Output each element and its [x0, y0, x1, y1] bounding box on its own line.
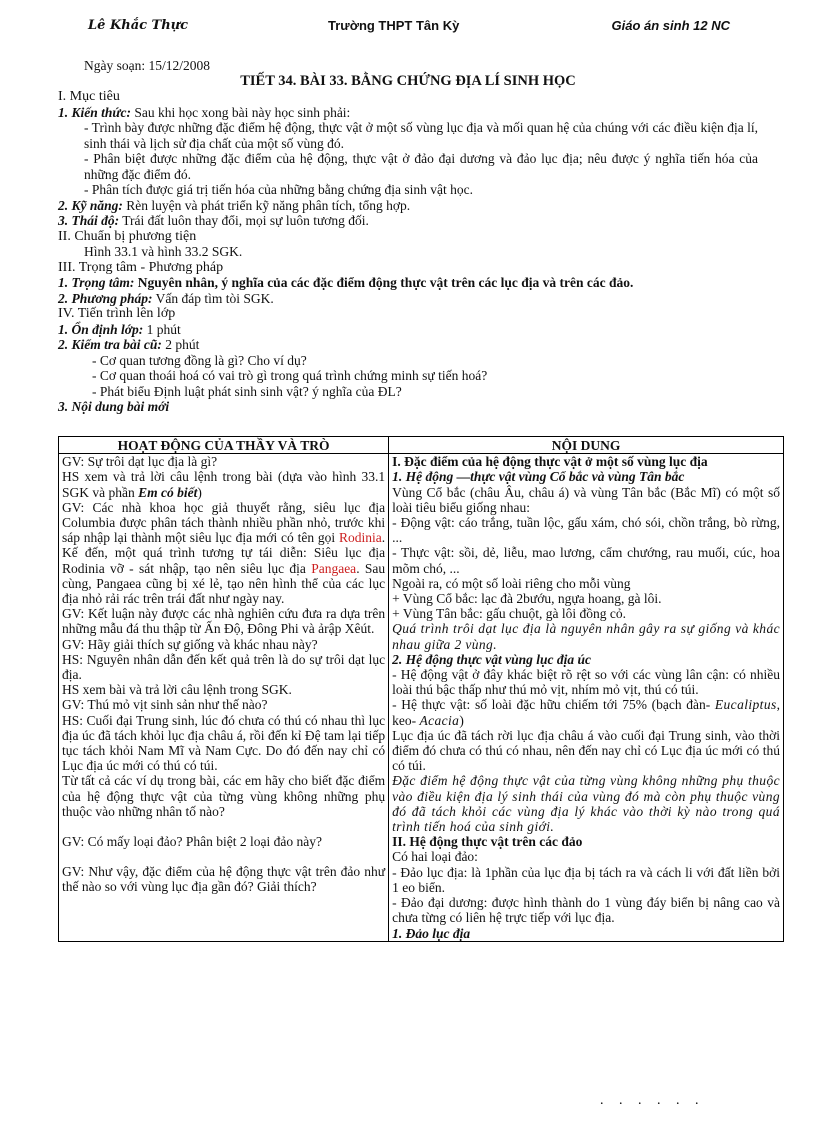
date-line: Ngày soạn: 15/12/2008: [84, 58, 210, 73]
content-r12-c: , keo-: [392, 697, 780, 728]
knowledge-text: Sau khi học xong bài này học sinh phải:: [130, 104, 351, 120]
activity-p6: HS: Nguyên nhân dẫn đến kết quả trên là do sự trôi dạt lục địa.: [62, 651, 386, 683]
check-question-2: - Cơ quan thoái hoá có vai trò gì trong quá trình chứng minh sự tiến hoá?: [92, 368, 488, 383]
table-header-activity: HOẠT ĐỘNG CỦA THẦY VÀ TRÒ: [59, 437, 389, 454]
lesson-intro: [58, 58, 758, 415]
table-row: [59, 454, 784, 942]
content-r17: - Đảo lục địa: là 1phần của lục địa bị tách ra và cách li với đất liền bởi 1 eo biển.: [392, 864, 780, 895]
content-r18: - Đảo đại dương: được hình thành do 1 vùng đáy biển bị nâng cao và chưa từng có liên hệ trực tiếp với lục địa.: [392, 895, 780, 926]
focus-text: Nguyên nhân, ý nghĩa của các đặc điểm động thực vật trên các lục địa và trên các đảo.: [134, 275, 634, 290]
activity-p3-c: . Kế đến, một quá trình tương tự tái diễn: Siêu lục địa Rodinia vỡ - sát nhập, tạo nên siêu lục địa: [62, 530, 386, 576]
content-r6: Ngoài ra, có một số loài riêng cho mỗi vùng: [392, 575, 631, 591]
header-school: Trường THPT Tân Kỳ: [328, 18, 460, 33]
skill-line: [58, 198, 758, 214]
activity-p10: Từ tất cả các ví dụ trong bài, các em hãy cho biết đặc điểm của hệ động thực vật của từng vùng không những phụ thuộc vào những nhân tố nào?: [62, 773, 386, 819]
section-focus-heading: III. Trọng tâm - Phương pháp: [58, 259, 224, 275]
acacia-term: Acacia: [419, 712, 460, 728]
knowledge-item-3: - Phân tích được giá trị tiến hóa của những bằng chứng địa sinh vật học.: [84, 182, 473, 197]
content-subheading-2: 2. Hệ động thực vật vùng lục địa úc: [392, 651, 592, 667]
order-label: 1. Ổn định lớp:: [58, 321, 144, 337]
section-objectives-heading: I. Mục tiêu: [58, 89, 120, 104]
activity-p11: GV: Có mấy loại đảo? Phân biệt 2 loại đảo này?: [62, 834, 322, 850]
knowledge-label: 1. Kiến thức:: [58, 104, 131, 120]
activity-p2-text: HS xem và trả lời câu lệnh trong bài (dựa vào hình 33.1 SGK và phần: [62, 469, 386, 500]
lesson-table: [58, 436, 784, 942]
activity-p9: HS: Cuối đại Trung sinh, lúc đó chưa có thú có nhau thì lục địa úc đã tách khỏi lục địa châu á, rồi đến kỉ Đệ tam lại tiếp tục tách khỏi Nam Mĩ và Nam Cực. Do đó đến nay chỉ có Lục địa úc mới có thú có túi.: [62, 712, 386, 774]
attitude-label: 3. Thái độ:: [58, 213, 120, 228]
activity-p12: GV: Như vậy, đặc điểm của hệ động thực vật trên đảo như thế nào so với vùng lục địa gần đó? Giải thích?: [62, 864, 386, 895]
new-lesson-line: [58, 399, 758, 415]
knowledge-line: [58, 105, 758, 121]
check-label: 2. Kiểm tra bài cũ:: [58, 337, 162, 352]
activity-p3-e: . Sau cùng, Pangaea cũng bị xé lẻ, tạo nên hình thể của các lục địa nhỏ rải rác trên trái đất như ngày nay.: [62, 560, 386, 607]
pangaea-highlight: Pangaea: [311, 560, 357, 576]
content-r9: Quá trình trôi dạt lục địa là nguyên nhân gây ra sự giống và khác nhau giữa 2 vùng.: [392, 621, 780, 652]
content-r16: Có hai loại đảo:: [392, 849, 478, 865]
activity-p7: HS xem bài và trả lời câu lệnh trong SGK.: [62, 682, 292, 698]
method-label: 2. Phương pháp:: [58, 290, 153, 306]
content-r4: - Động vật: cáo trắng, tuần lộc, gấu xám, chó sói, chồn trắng, bò rừng, ...: [392, 515, 780, 546]
activity-p4: GV: Kết luận này được các nhà nghiên cứu đưa ra dựa trên những mẫu đá thu thập từ Ấn Độ, Đông Phi và ảrập Xêút.: [62, 606, 386, 637]
preparation-text: Hình 33.1 và hình 33.2 SGK.: [84, 244, 243, 259]
new-lesson-label: 3. Nội dung bài mới: [58, 399, 170, 414]
content-r12-a: - Hệ thực vật: số loài đặc hữu chiếm tới 75% (bạch đàn-: [392, 697, 715, 713]
content-r7: + Vùng Cổ bắc: lạc đà 2bướu, ngựa hoang, gà lôi.: [392, 591, 662, 607]
content-r11: - Hệ động vật ở đây khác biệt rõ rệt so với các vùng lân cận: có nhiều loài thú bậc thấp như thú mỏ vịt, nhím mỏ vịt, thú có túi.: [392, 667, 780, 698]
section-preparation-heading: II. Chuẩn bị phương tiện: [58, 228, 197, 244]
content-subheading-1: 1. Hệ động —thực vật vùng Cổ bắc và vùng Tân bắc: [392, 469, 685, 485]
knowledge-item-1: - Trình bày được những đặc điểm hệ động, thực vật ở một số vùng lục địa và mối quan hệ của chúng với các điều kiện địa lí, sinh thái và lịch sử địa chất của một số vùng đó.: [84, 120, 758, 151]
lesson-title: TIẾT 34. BÀI 33. BẰNG CHỨNG ĐỊA LÍ SINH HỌC: [240, 72, 576, 89]
check-text: 2 phút: [161, 337, 200, 352]
check-line: [58, 337, 758, 353]
knowledge-item-2: - Phân biệt được những đặc điểm của hệ động, thực vật ở đảo đại dương và đảo lục địa; nêu được ý nghĩa tiến hóa của những đặc điểm đó.: [84, 151, 758, 182]
attitude-line: [58, 213, 758, 229]
activity-p5: GV: Hãy giải thích sự giống và khác nhau này?: [62, 636, 318, 652]
order-text: 1 phút: [143, 321, 181, 337]
method-line: [58, 291, 758, 307]
table-header-row: [59, 437, 784, 454]
check-question-3: - Phát biểu Định luật phát sinh sinh vật? ý nghĩa của ĐL?: [92, 383, 402, 399]
section-procedure-heading: IV. Tiến trình lên lớp: [58, 306, 176, 321]
content-r3: Vùng Cổ bắc (châu Âu, châu á) và vùng Tân bắc (Bắc Mĩ) có một số loài tiêu biểu giống nhau:: [392, 484, 780, 515]
content-heading-2: II. Hệ động thực vật trên các đảo: [392, 834, 583, 850]
table-header-content: NỘI DUNG: [389, 437, 784, 454]
content-r12-e: ): [459, 712, 464, 728]
activity-p8: GV: Thú mỏ vịt sinh sản như thế nào?: [62, 697, 268, 713]
content-r8: + Vùng Tân bắc: gấu chuột, gà lôi đồng cỏ.: [392, 606, 627, 622]
content-r14: Đặc điểm hệ động thực vật của từng vùng không những phụ thuộc vào điều kiện địa lý sinh thái của vùng đó mà còn phụ thuộc vùng đó đã tách khỏi các vùng địa lý khác vào thời kỳ nào trong quá trình tiến hoá của sinh giới.: [392, 773, 780, 835]
activity-p3: [62, 500, 385, 606]
header-author: Lê Khắc Thực: [88, 18, 189, 33]
content-r12: [392, 697, 780, 727]
content-heading-1: I. Đặc điểm của hệ động thực vật ở một số vùng lục địa: [392, 454, 708, 470]
eucaliptus-term: Eucaliptus: [714, 697, 777, 713]
content-subheading-3: 1. Đảo lục địa: [392, 925, 471, 941]
activity-p2-end: ): [197, 484, 202, 500]
rodinia-highlight: Rodinia: [338, 530, 382, 546]
content-cell: [389, 454, 784, 942]
focus-line: [58, 275, 758, 291]
activity-cell: [59, 454, 389, 942]
activity-p2: [62, 469, 385, 499]
content-r5: - Thực vật: sồi, dẻ, liễu, mao lương, cẩm chướng, rau muối, cúc, hoa mõm chó, ...: [392, 545, 780, 576]
header-subject: Giáo án sinh 12 NC: [611, 18, 730, 33]
method-text: Vấn đáp tìm tòi SGK.: [152, 290, 274, 306]
check-question-1: - Cơ quan tương đồng là gì? Cho ví dụ?: [92, 352, 307, 368]
activity-p2-em: Em có biết: [138, 484, 198, 500]
footer-dots: . . . . . .: [600, 1093, 705, 1108]
spacer: [62, 849, 385, 864]
skill-text: Rèn luyện và phát triển kỹ năng phân tích, tổng hợp.: [122, 197, 411, 213]
page-header: [88, 18, 730, 38]
spacer: [62, 819, 385, 834]
attitude-text: Trái đất luôn thay đổi, mọi sự luôn tương đối.: [119, 213, 369, 228]
focus-label: 1. Trọng tâm:: [58, 275, 135, 290]
skill-label: 2. Kỹ năng:: [58, 197, 123, 213]
order-line: [58, 322, 758, 338]
activity-p1: GV: Sự trôi dạt lục địa là gì?: [62, 454, 218, 470]
content-r13: Lục địa úc đã tách rời lục địa châu á vào cuối đại Trung sinh, vào thời điểm đó chưa có thú có nhau, nên đến nay chỉ có Lục địa úc mới có thú có túi.: [392, 727, 780, 774]
activity-p3-a: GV: Các nhà khoa học giả thuyết rằng, siêu lục địa Columbia được phân tách thành nhiều phần nhỏ, trước khi sáp nhập lại thành một siêu lục địa mới có tên gọi: [62, 499, 386, 546]
